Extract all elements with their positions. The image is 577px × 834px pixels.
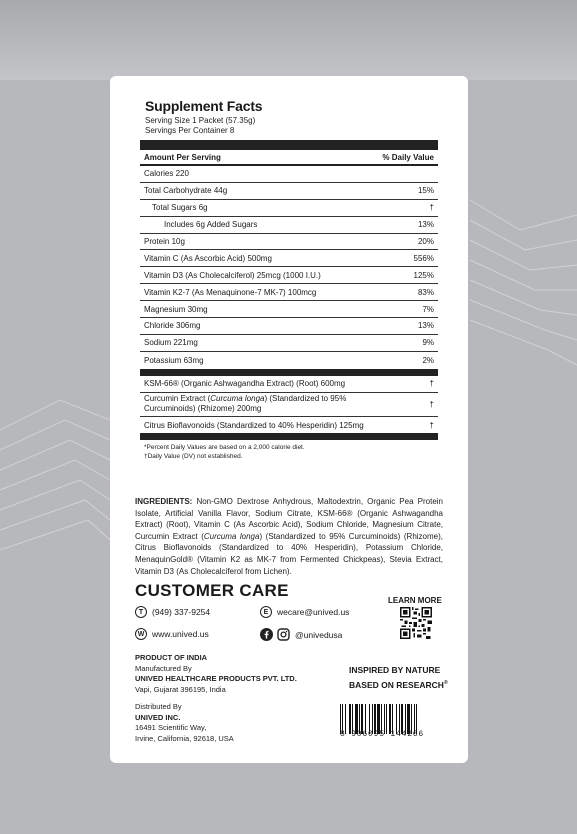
serving-size: Serving Size 1 Packet (57.35g) — [145, 116, 256, 125]
phone-number[interactable]: (949) 337-9254 — [152, 607, 211, 617]
manufacturer-name: UNIVED HEALTHCARE PRODUCTS PVT. LTD. — [135, 674, 297, 683]
facts-row — [140, 200, 438, 217]
nutrient-label: Chloride 306mg — [144, 321, 201, 331]
distributor-address-line1: 16491 Scientific Way, — [135, 723, 207, 732]
instagram-icon[interactable] — [277, 628, 290, 641]
ingredients-body: Non-GMO Dextrose Anhydrous, Maltodextrin, Organic Pea Protein Isolate, Artificial Vanilla Flavor, Sodium Citrate, KSM-66® (Organic Ashwagandha Extract) (Root), Vitamin C (As Ascorbic Acid), Sodium Chloride, Magnesium Citrate, Curcumin Extract ( — [135, 497, 443, 541]
qr-code[interactable] — [400, 607, 432, 639]
ingredient-label — [144, 394, 384, 414]
ingredients-text — [135, 496, 443, 577]
facts-row — [140, 376, 438, 393]
nutrient-label: Potassium 63mg — [144, 355, 204, 365]
facts-row — [140, 393, 438, 417]
nutrient-dv: 83% — [417, 287, 434, 297]
thick-divider — [140, 433, 438, 440]
facebook-icon[interactable] — [260, 628, 273, 641]
nutrient-label: Vitamin C (As Ascorbic Acid) 500mg — [144, 253, 272, 263]
origin-block — [135, 653, 297, 695]
distributor-address-line2: Irvine, California, 92618, USA — [135, 733, 234, 743]
facts-row — [140, 234, 438, 251]
ingredient-label: KSM-66® (Organic Ashwagandha Extract) (Root) 600mg — [144, 379, 346, 389]
website-link[interactable]: www.unived.us — [152, 629, 209, 639]
learn-more-label: LEARN MORE — [388, 596, 442, 605]
servings-per-container: Servings Per Container 8 — [145, 126, 235, 135]
nutrient-dv: 2% — [422, 355, 434, 365]
facts-row — [140, 335, 438, 352]
web-icon: W — [135, 628, 147, 640]
tagline-line1: INSPIRED BY NATURE — [349, 665, 441, 675]
nutrient-dv: † — [429, 203, 434, 213]
social-contact[interactable] — [260, 628, 342, 641]
nutrient-label: Calories 220 — [144, 169, 189, 179]
facts-row — [140, 250, 438, 267]
nutrient-label: Magnesium 30mg — [144, 304, 208, 314]
nutrient-dv: 125% — [413, 270, 434, 280]
tagline — [349, 664, 448, 692]
email-contact[interactable] — [260, 606, 349, 618]
registered-mark: ® — [443, 680, 448, 686]
social-handle[interactable]: @univedusa — [295, 629, 343, 640]
nutrient-dv: 13% — [417, 321, 434, 331]
ingredient-text: ) (Standardized to 95% Curcuminoids) (Rhizome) 200mg — [144, 394, 347, 414]
ingredient-dv: † — [429, 399, 434, 409]
supplement-facts-panel — [140, 98, 438, 464]
ingredient-label: Citrus Bioflavonoids (Standardized to 40% Hesperidin) 125mg — [144, 420, 364, 430]
nutrient-dv: 9% — [422, 338, 434, 348]
nutrient-dv: 20% — [417, 237, 434, 246]
thick-divider — [140, 140, 438, 150]
facts-row — [140, 183, 438, 200]
product-of-india: PRODUCT OF INDIA — [135, 653, 208, 662]
ingredients-body: ) (Standardized to 95% Curcuminoids) (Rhizome), Citrus Bioflavonoids (Standardized to 40% Hesperidin), Potassium Chloride, MenaquinGold® (Vitamin K2 as MK-7 from Fermented Chickpeas), Stevia Extract, Vitamin D3 (As Cholecalciferol from Lichen). — [135, 531, 444, 576]
phone-icon: T — [135, 606, 147, 618]
ingredient-italic: Curcuma longa — [210, 394, 265, 404]
facts-row — [140, 217, 438, 234]
distributor-block — [135, 702, 234, 744]
customer-care-title: CUSTOMER CARE — [135, 581, 289, 600]
nutrient-label: Total Carbohydrate 44g — [144, 186, 228, 196]
nutrient-label: Includes 6g Added Sugars — [164, 220, 258, 230]
email-address[interactable]: wecare@unived.us — [277, 607, 350, 617]
nutrient-label: Vitamin D3 (As Cholecalciferol) 25mcg (1000 I.U.) — [144, 270, 321, 280]
nutrient-label: Vitamin K2-7 (As Menaquinone-7 MK-7) 100mcg — [144, 287, 317, 297]
ingredient-text: Curcumin Extract ( — [144, 394, 211, 404]
ingredient-dv: † — [429, 420, 434, 430]
ingredient-dv: † — [429, 379, 434, 389]
facts-row — [140, 166, 438, 183]
thick-divider — [140, 369, 438, 376]
nutrient-label: Sodium 221mg — [144, 338, 198, 348]
facts-row — [140, 417, 438, 434]
manufacturer-address: Vapi, Gujarat 396195, India — [135, 684, 226, 694]
nutrient-label: Protein 10g — [144, 237, 185, 246]
footnote-daily-values: *Percent Daily Values are based on a 2,000 calorie diet. — [144, 444, 305, 452]
phone-contact[interactable] — [135, 606, 210, 618]
supplement-facts-title: Supplement Facts — [145, 98, 263, 114]
nutrient-dv: 556% — [413, 253, 434, 263]
ingredients-italic: Curcuma longa — [203, 531, 260, 541]
tagline-line2: BASED ON RESEARCH — [349, 679, 444, 690]
facts-row — [140, 284, 438, 301]
nutrient-dv: 15% — [417, 186, 434, 196]
facts-header-row — [140, 150, 438, 166]
nutrient-label: Total Sugars 6g — [152, 203, 208, 213]
manufactured-by-label: Manufactured By — [135, 663, 192, 673]
footnote-dv-not-established: †Daily Value (DV) not established. — [144, 453, 243, 461]
barcode-number: 8 906095 144266 — [340, 730, 425, 739]
nutrient-dv: 7% — [422, 304, 434, 314]
amount-per-serving-header: Amount Per Serving — [144, 152, 221, 162]
ingredients-label: INGREDIENTS: — [135, 497, 193, 506]
nutrient-dv: 13% — [417, 220, 434, 230]
daily-value-header: % Daily Value — [382, 152, 434, 162]
footnotes — [140, 440, 438, 464]
website-contact[interactable] — [135, 628, 209, 640]
facts-row — [140, 352, 438, 369]
facts-row — [140, 301, 438, 318]
distributor-name: UNIVED INC. — [135, 712, 181, 722]
distributed-by-label: Distributed By — [135, 702, 182, 711]
email-icon: E — [260, 606, 272, 618]
facts-row — [140, 267, 438, 284]
facts-row — [140, 318, 438, 335]
